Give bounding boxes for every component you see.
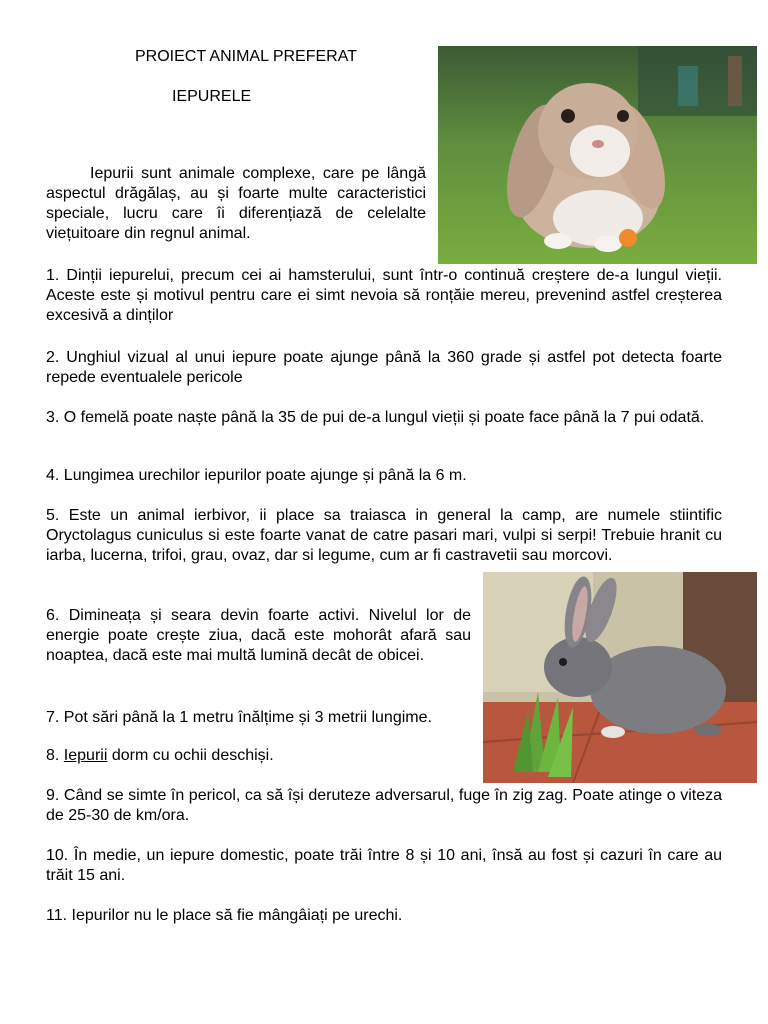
fact-8-prefix: 8. — [46, 747, 64, 764]
fact-3: 3. O femelă poate naște până la 35 de pui de-a lungul vieții și poate face până la 7 pui odată. — [46, 409, 705, 426]
page-subtitle: IEPURELE — [172, 88, 252, 105]
fact-8 — [46, 746, 471, 766]
fact-5: 5. Este un animal ierbivor, ii place sa traiasca in general la camp, are numele stiintific Oryctolagus cuniculus si este foarte vanat de catre pasari mari, vulpi si serpi! Trebuie hranit cu iarba, lucerna, trifoi, grau, ovaz, dar si legume, cum ar fi castravetii sau morcovi. — [46, 507, 722, 564]
fact-9: 9. Când se simte în pericol, ca să își deruteze adversarul, fuge în zig zag. Poate atinge o viteza de 25-30 de km/ora. — [46, 787, 722, 824]
fact-2: 2. Unghiul vizual al unui iepure poate ajunge până la 360 grade și astfel pot detecta foarte repede eventualele pericole — [46, 349, 722, 386]
fact-8-link[interactable]: Iepurii — [63, 747, 108, 764]
rabbit-photo-bottom — [483, 572, 757, 783]
rabbit-photo-top — [438, 46, 757, 264]
fact-1 — [46, 266, 722, 326]
intro-paragraph: Iepurii sunt animale complexe, care pe lângă aspectul drăgălaș, au și foarte multe caracteristici speciale, lucru care îi diferențiază de celelalte viețuitoare din regnul animal. — [46, 165, 426, 242]
fact-1-text: 1. Dinții iepurelui, precum cei ai hamsterului, sunt într-o continuă creștere de-a lungul vieții. Aceste este și motivul pentru care ei simt nevoia să ronțăie mereu, prevenind astfel creșterea excesivă a dinților — [46, 267, 722, 324]
page-title: PROIECT ANIMAL PREFERAT — [135, 48, 357, 65]
fact-7: 7. Pot sări până la 1 metru înălțime și 3 metrii lungime. — [46, 709, 432, 726]
fact-6: 6. Dimineața și seara devin foarte activi. Nivelul lor de energie poate crește ziua, dacă este mohorât afară sau noaptea, dacă este mai multă lumină decât de obicei. — [46, 607, 471, 664]
fact-8-rest: dorm cu ochii deschiși. — [107, 747, 274, 764]
fact-11: 11. Iepurilor nu le place să fie mângâiați pe urechi. — [46, 907, 403, 924]
fact-10: 10. În medie, un iepure domestic, poate trăi între 8 și 10 ani, însă au fost și cazuri în care au trăit 15 ani. — [46, 847, 722, 884]
fact-4: 4. Lungimea urechilor iepurilor poate ajunge și până la 6 m. — [46, 467, 467, 484]
